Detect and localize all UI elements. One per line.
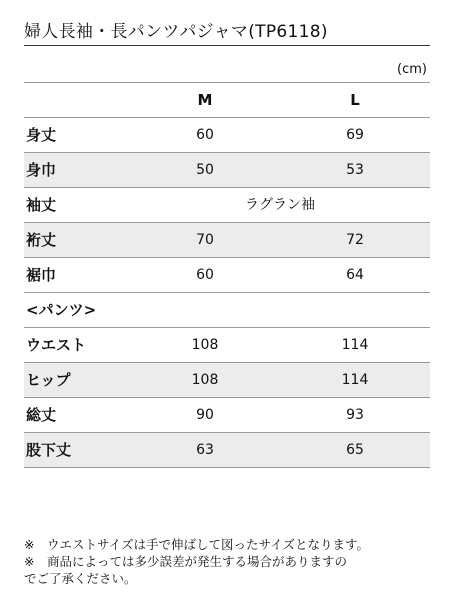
row-label: 裄丈: [26, 231, 57, 249]
column-header-m: M: [197, 91, 213, 109]
row-label: 裾巾: [26, 266, 57, 284]
row-label: 身丈: [26, 126, 57, 144]
title-underline: [24, 45, 430, 46]
value-m: 60: [196, 127, 214, 143]
value-l: 114: [341, 337, 369, 353]
footnote-line: ※ ウエストサイズは手で伸ばして図ったサイズとなります。: [24, 537, 369, 552]
table-row: [24, 153, 430, 188]
value-m: 108: [191, 337, 219, 353]
value-l: 114: [341, 372, 369, 388]
row-label: 身巾: [26, 161, 57, 179]
row-label: 袖丈: [26, 196, 57, 214]
footnote-line: ※ 商品によっては多少誤差が発生する場合がありますの: [24, 554, 347, 569]
value-m: 60: [196, 267, 214, 283]
table-row: [24, 363, 430, 398]
value-l: 65: [346, 442, 364, 458]
table-row: [24, 398, 430, 433]
value-m: 108: [191, 372, 219, 388]
table-header-row: [24, 83, 430, 118]
row-label: 総丈: [26, 406, 57, 424]
value-l: 53: [346, 162, 364, 178]
unit-label: (cm): [397, 62, 427, 77]
footnote-line: でご了承ください。: [24, 571, 137, 586]
footnotes: [24, 536, 434, 587]
value-m: 50: [196, 162, 214, 178]
value-m: 90: [196, 407, 214, 423]
table-row: [24, 188, 430, 223]
value-l: 93: [346, 407, 364, 423]
value-spanning: ラグラン袖: [245, 197, 315, 213]
section-label: <パンツ>: [26, 301, 97, 319]
page-title: 婦人長袖・長パンツパジャマ(TP6118): [24, 22, 328, 42]
row-label: 股下丈: [26, 441, 72, 459]
value-m: 70: [196, 232, 214, 248]
value-l: 64: [346, 267, 364, 283]
table-row: [24, 258, 430, 293]
value-l: 69: [346, 127, 364, 143]
column-header-l: L: [350, 91, 360, 109]
table-row: [24, 328, 430, 363]
table-row: [24, 223, 430, 258]
table-row: [24, 118, 430, 153]
row-label: ウエスト: [26, 336, 87, 354]
value-l: 72: [346, 232, 364, 248]
section-header-pants: [24, 293, 430, 328]
row-label: ヒップ: [26, 371, 71, 389]
value-m: 63: [196, 442, 214, 458]
size-table: [24, 82, 430, 468]
table-row: [24, 433, 430, 468]
